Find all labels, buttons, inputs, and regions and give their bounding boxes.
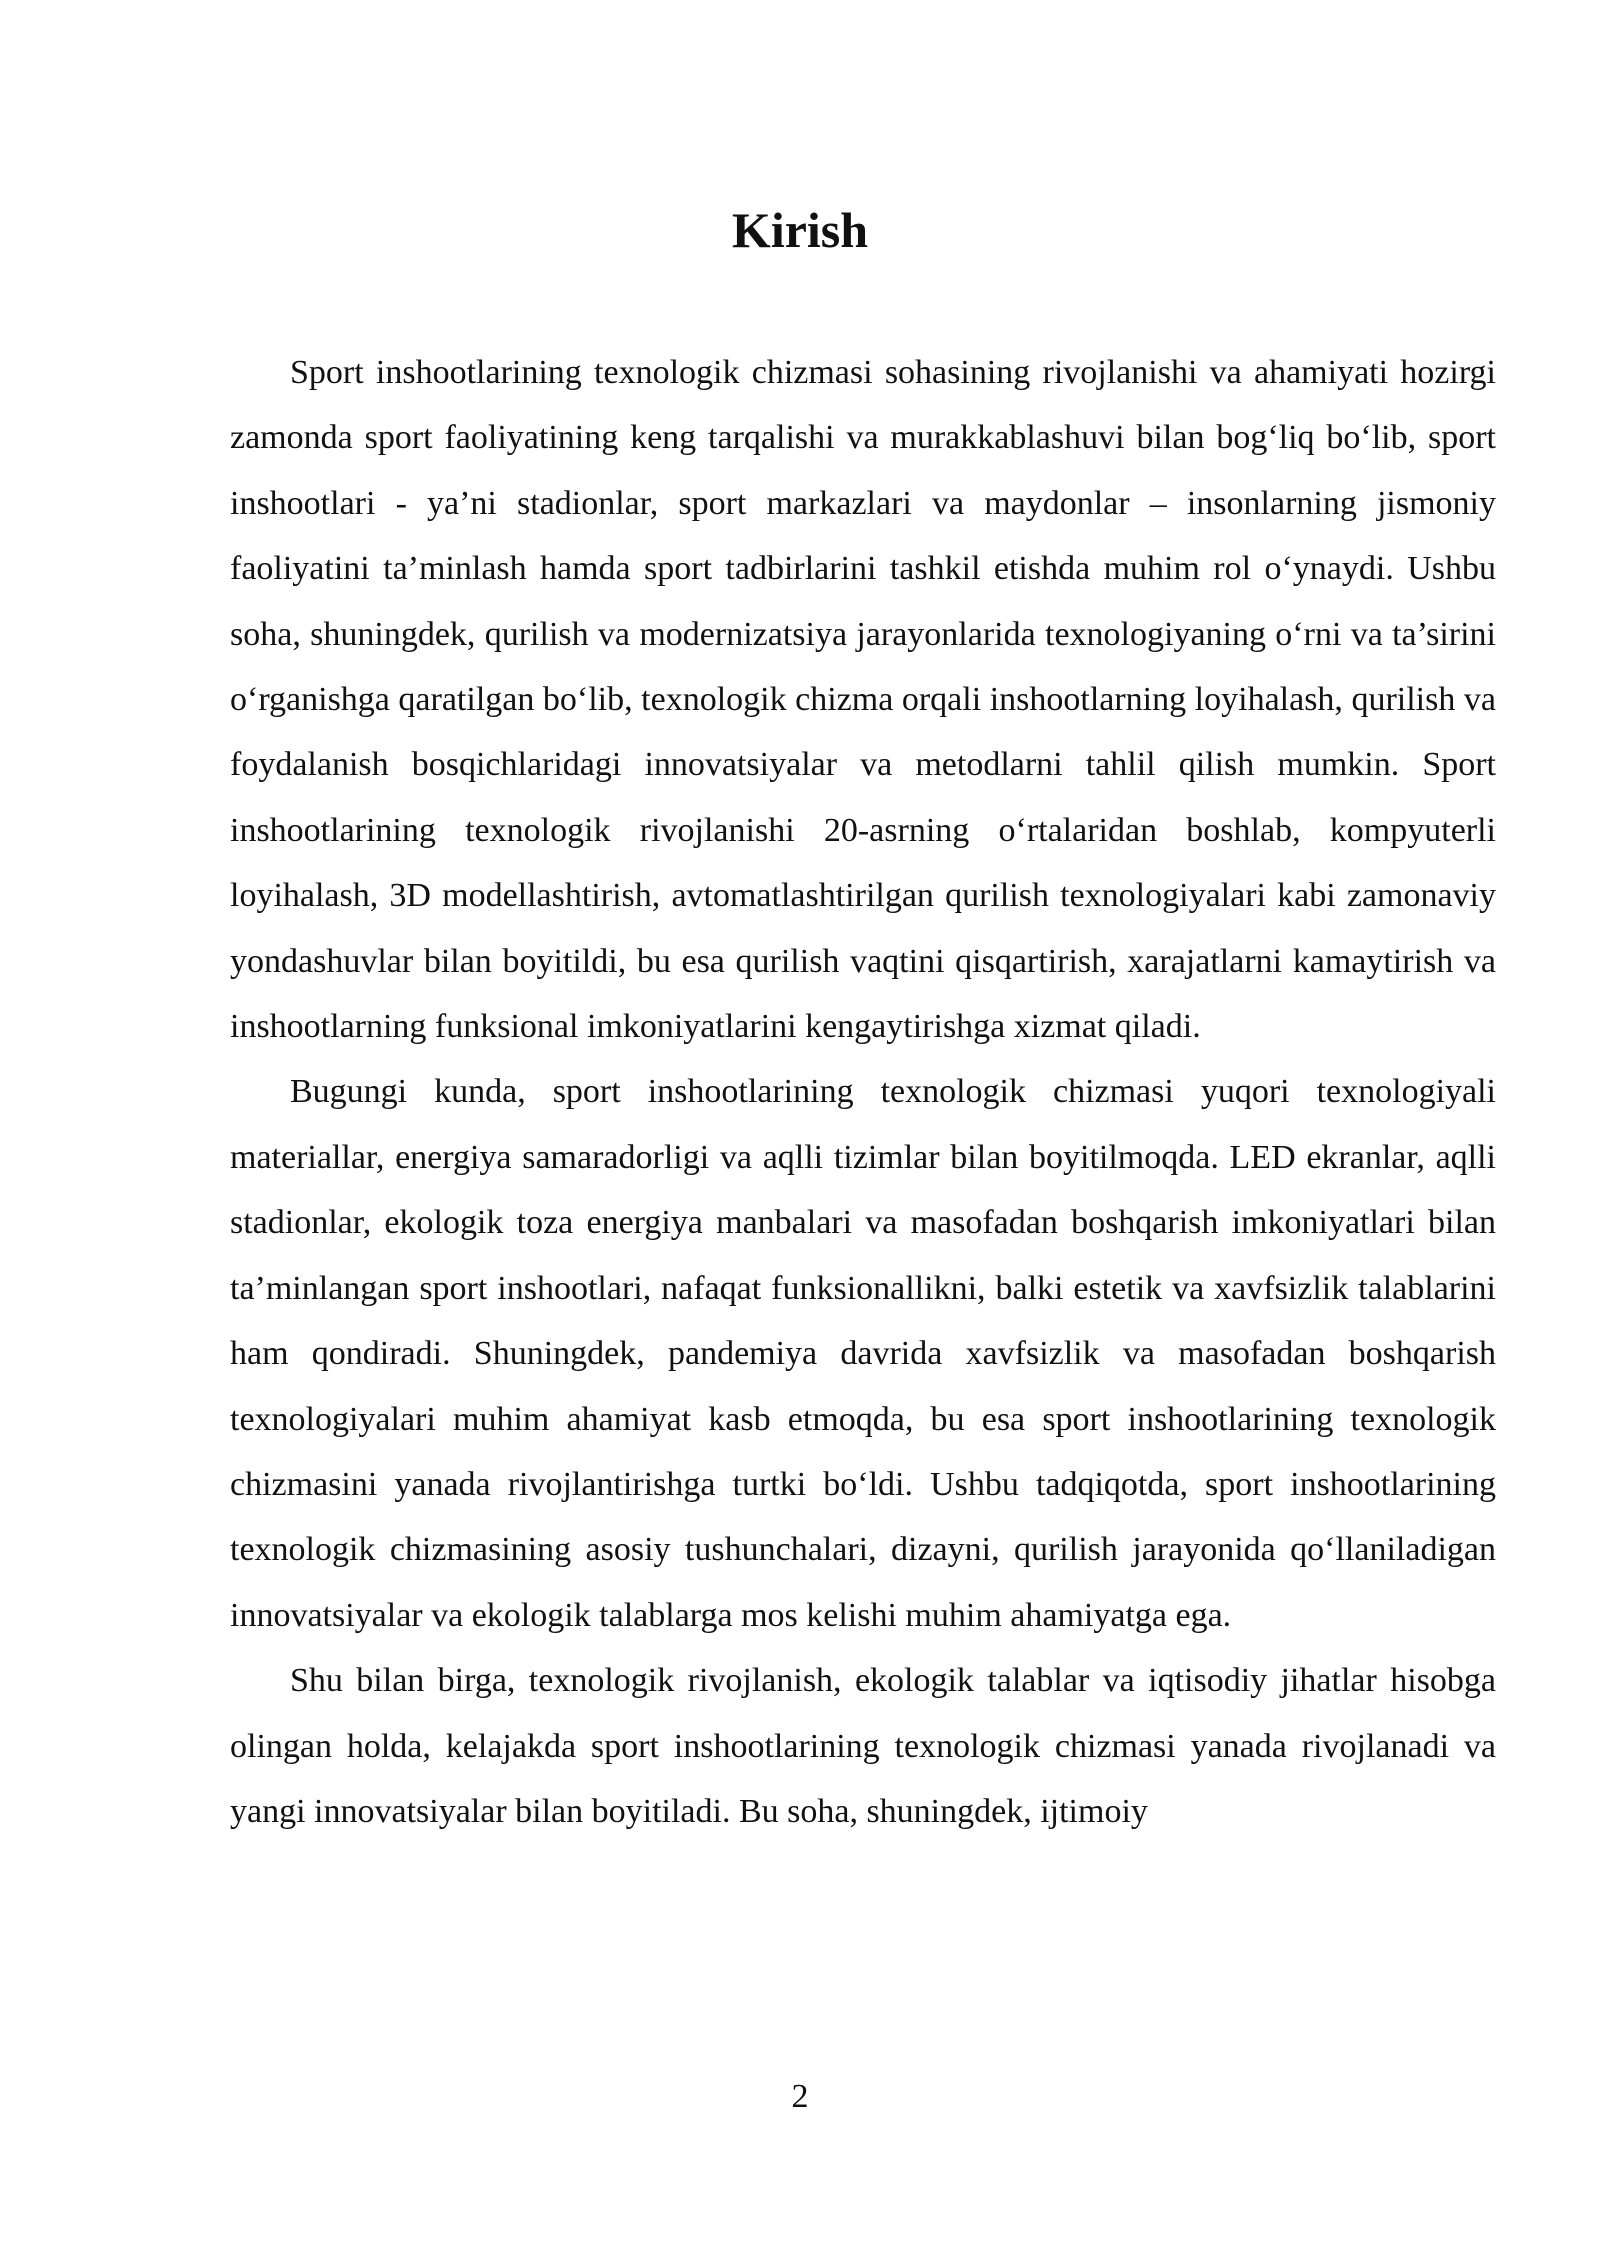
- page-title: Kirish: [731, 202, 869, 258]
- paragraph-2: Bugungi kunda, sport inshootlarining texnologik chizmasi yuqori texnologiyali materiallar, energiya samaradorligi va aqlli tizimlar bilan boyitilmoqda. LED ekranlar, aqlli stadionlar, ekologik toza energiya manbalari va masofadan boshqarish imkoniyatlari bilan ta’minlangan sport inshootlari, nafaqat funksionallikni, balki estetik va xavfsizlik talablarini ham qondiradi. Shuningdek, pandemiya davrida xavfsizlik va masofadan boshqarish texnologiyalari muhim ahamiyat kasb etmoqda, bu esa sport inshootlarining texnologik chizmasini yanada rivojlantirishga turtki bo‘ldi. Ushbu tadqiqotda, sport inshootlarining texnologik chizmasining asosiy tushunchalari, dizayni, qurilish jarayonida qo‘llaniladigan innovatsiyalar va ekologik talablarga mos kelishi muhim ahamiyatga ega.: [230, 1073, 1496, 1634]
- paragraph-3: Shu bilan birga, texnologik rivojlanish, ekologik talablar va iqtisodiy jihatlar hisobga olingan holda, kelajakda sport inshootlarining texnologik chizmasi yanada rivojlanadi va yangi innovatsiyalar bilan boyitiladi. Bu soha, shuningdek, ijtimoiy: [230, 1662, 1496, 1830]
- body-text: [230, 340, 1496, 1844]
- page-number: 2: [791, 2078, 809, 2115]
- paragraph-1: Sport inshootlarining texnologik chizmasi sohasining rivojlanishi va ahamiyati hozirgi zamonda sport faoliyatining keng tarqalishi va murakkablashuvi bilan bog‘liq bo‘lib, sport inshootlari - ya’ni stadionlar, sport markazlari va maydonlar – insonlarning jismoniy faoliyatini ta’minlash hamda sport tadbirlarini tashkil etishda muhim rol o‘ynaydi. Ushbu soha, shuningdek, qurilish va modernizatsiya jarayonlarida texnologiyaning o‘rni va ta’sirini o‘rganishga qaratilgan bo‘lib, texnologik chizma orqali inshootlarning loyihalash, qurilish va foydalanish bosqichlaridagi innovatsiyalar va metodlarni tahlil qilish mumkin. Sport inshootlarining texnologik rivojlanishi 20-asrning o‘rtalaridan boshlab, kompyuterli loyihalash, 3D modellashtirish, avtomatlashtirilgan qurilish texnologiyalari kabi zamonaviy yondashuvlar bilan boyitildi, bu esa qurilish vaqtini qisqartirish, xarajatlarni kamaytirish va inshootlarning funksional imkoniyatlarini kengaytirishga xizmat qiladi.: [230, 354, 1496, 1046]
